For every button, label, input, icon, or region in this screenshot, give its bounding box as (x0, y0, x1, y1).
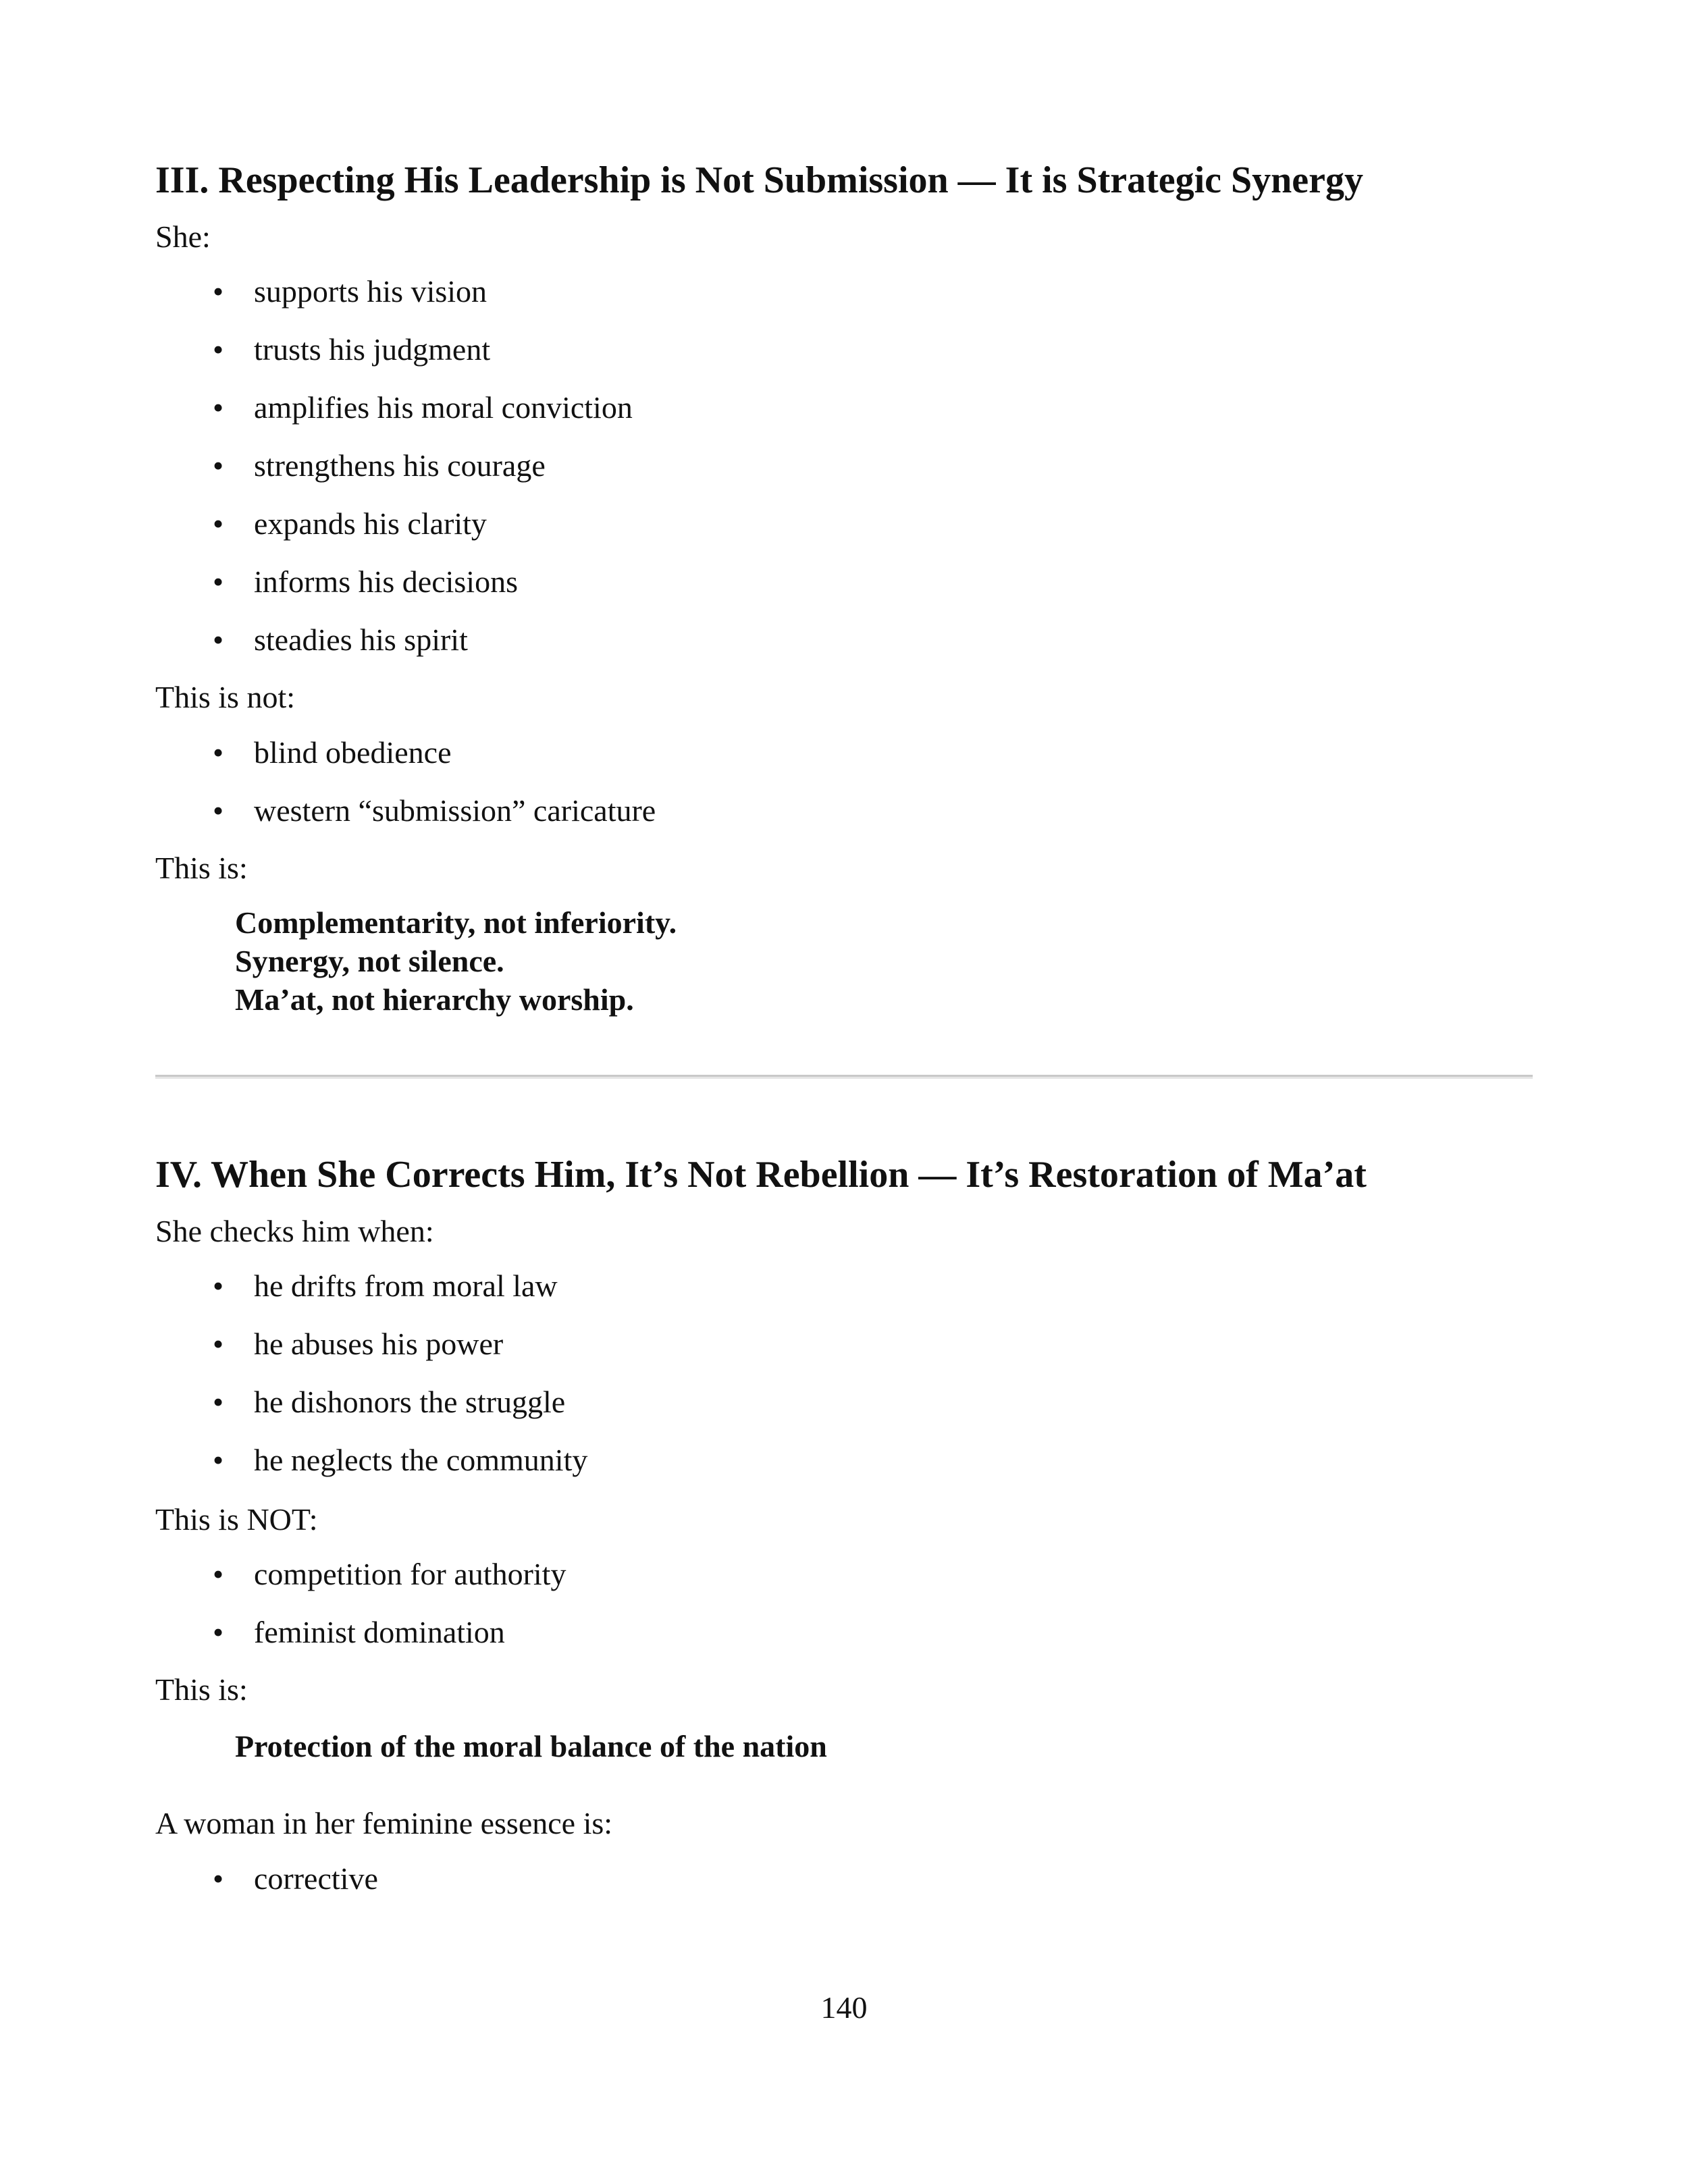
document-page: III. Respecting His Leadership is Not Submission — It is Strategic Synergy She: • supports his vision • trusts his judgment • amplifies his moral conviction • strengthens his courage • expands his clarity • informs his decisions • steadies his spirit This is not: • blind obedience • western “submission” caricature This is: Complementarity, not inferiority. Synergy, not silence. Ma’at, not hierarchy worship. IV. When She Corrects Him, It’s Not Rebellion — It’s Restoration of Ma’at She checks him when: • he drifts from moral law • he abuses his power • he dishonors the struggle • he neglects the community This is NOT: • competition for authority • feminist domination This is: Protection of the moral balance of the nation A woman in her feminine essence is: • corrective 140 (0, 0, 1688, 2184)
page-number: 140 (820, 1990, 868, 2025)
bullet-icon: • (213, 1269, 224, 1303)
emphasis-line: Ma’at, not hierarchy worship. (235, 982, 634, 1017)
section-4-not-label: This is NOT: (155, 1502, 318, 1537)
section-4-essence-label: A woman in her feminine essence is: (155, 1806, 613, 1840)
bullet-icon: • (213, 506, 224, 541)
bullet-icon: • (213, 735, 224, 770)
section-3-emphasis-block (235, 903, 677, 1019)
bullet-icon: • (213, 1443, 224, 1477)
bullet-icon: • (213, 1615, 224, 1649)
bullet-icon: • (213, 1861, 224, 1896)
bullet-icon: • (213, 622, 224, 657)
emphasis-line: Synergy, not silence. (235, 944, 504, 978)
section-3-intro: She: (155, 219, 211, 254)
bullet-icon: • (213, 1385, 224, 1419)
section-divider (155, 1075, 1533, 1079)
section-3-heading: III. Respecting His Leadership is Not Submission — It is Strategic Synergy (155, 159, 1364, 201)
section-3-not-label: This is not: (155, 680, 296, 714)
bullet-icon: • (213, 390, 224, 425)
bullet-icon: • (213, 332, 224, 367)
bullet-icon: • (213, 448, 224, 483)
section-4-emphasis: Protection of the moral balance of the nation (235, 1729, 827, 1763)
bullet-icon: • (213, 564, 224, 599)
section-4-is-label: This is: (155, 1672, 248, 1707)
emphasis-line: Complementarity, not inferiority. (235, 905, 677, 940)
bullet-icon: • (213, 274, 224, 309)
bullet-icon: • (213, 1557, 224, 1591)
bullet-icon: • (213, 1327, 224, 1361)
section-4-heading: IV. When She Corrects Him, It’s Not Rebellion — It’s Restoration of Ma’at (155, 1154, 1367, 1196)
section-3-is-label: This is: (155, 851, 248, 885)
bullet-icon: • (213, 793, 224, 828)
section-4-intro: She checks him when: (155, 1214, 434, 1248)
